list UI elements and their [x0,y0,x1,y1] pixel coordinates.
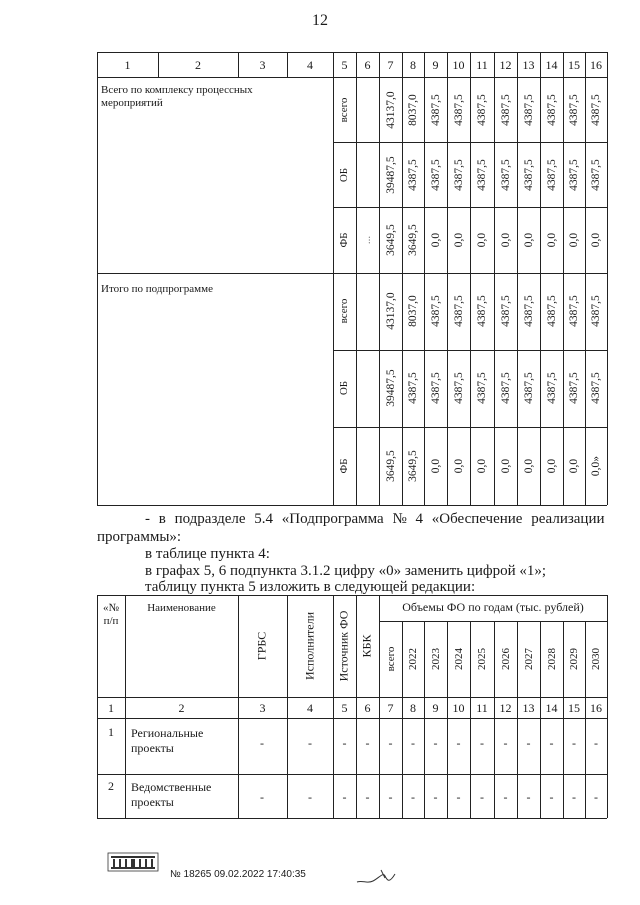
value-cell: 39487,5 [384,156,397,194]
dash-cell: - [503,736,508,750]
dash-cell: - [411,790,415,804]
t2-header-grbs: ГРБС [254,631,269,661]
t2-column-number: 7 [387,701,394,715]
value-cell: 4387,5 [568,159,580,191]
value-cell: 0,0 [429,458,442,474]
t2-column-number: 3 [259,701,266,715]
value-cell: 4387,5 [452,295,465,327]
block-label-subprogram: Итого по подпрограмме [101,283,213,295]
signature-scribble [355,866,400,888]
row-name: проекты [131,795,174,809]
value-cell: 4387,5 [476,295,488,327]
dash-cell: - [456,790,461,804]
source-label: всего [338,298,350,324]
dash-cell: - [260,736,264,750]
page-number: 12 [312,12,328,29]
value-cell: 0,0 [522,232,535,248]
value-cell: 4387,5 [568,372,580,404]
year-header: 2030 [590,648,602,670]
instruction-line-1: - в подразделе 5.4 «Подпрограмма № 4 «Обеспечение реализации [145,511,605,527]
year-header: 2022 [407,648,419,670]
source-label: всего [338,97,350,123]
value-cell: 4387,5 [476,372,488,404]
value-cell: 4387,5 [499,372,512,404]
t1-col-1: 1 [124,58,131,72]
year-header: 2028 [545,648,558,670]
t1-col-13: 13 [522,58,535,72]
value-cell: 3649,5 [384,224,397,256]
value-cell: 0,0 [429,232,442,248]
value-cell: 4387,5 [407,372,419,404]
year-header: всего [384,646,397,672]
t1-col-4: 4 [307,58,313,72]
value-cell: 4387,5 [590,159,602,191]
value-cell: 4387,5 [522,295,535,327]
value-cell: 4387,5 [590,94,602,126]
instruction-line-4: в графах 5, 6 подпункта 3.1.2 цифру «0» заменить цифрой «1»; [145,563,547,579]
instruction-line-3: в таблице пункта 4: [145,546,270,562]
value-cell: 4387,5 [452,94,465,126]
t1-col-11: 11 [476,58,488,72]
year-header: 2023 [429,648,442,670]
value-cell: 4387,5 [476,159,488,191]
year-header: 2025 [476,648,488,670]
value-cell: 4387,5 [568,94,580,126]
source-label: ФБ [338,232,350,248]
instruction-line-2: программы»: [97,529,182,545]
instruction-line-5: таблицу пункта 5 изложить в следующей редакции: [145,579,476,595]
t2-column-number: 9 [432,701,439,715]
value-cell: 0,0 [568,232,580,248]
source-label: ФБ [338,458,350,474]
t2-column-number: 12 [499,701,512,715]
year-header: 2026 [499,648,512,670]
row-name: Ведомственные [131,780,212,794]
t2-header-num: «№ п/п [103,602,119,627]
value-cell: 4387,5 [522,372,535,404]
block-label-processes: Всего по комплексу процессных мероприятий [101,84,253,109]
t1-col-12: 12 [499,58,512,72]
dash-cell: - [572,736,576,750]
dash-cell: - [526,736,531,750]
dash-cell: - [260,790,264,804]
value-cell: 4387,5 [545,94,558,126]
source-label: ОБ [338,167,350,183]
source-label: ОБ [338,380,350,396]
dash-cell: - [549,736,554,750]
value-cell: 4387,5 [522,159,535,191]
t1-col-3: 3 [259,58,266,72]
t2-header-name: Наименование [147,602,216,614]
t1-col-8: 8 [410,58,416,72]
dash-cell: - [342,790,347,804]
dash-cell: - [433,790,438,804]
year-header: 2029 [568,648,580,670]
t2-header-volumes: Объемы ФО по годам (тыс. рублей) [402,600,584,614]
value-cell: 3649,5 [407,450,419,482]
t1-col-15: 15 [568,58,580,72]
t2-column-number: 2 [178,701,185,715]
dash-cell: - [308,790,312,804]
t2-column-number: 15 [568,701,580,715]
t1-col-14: 14 [545,58,558,72]
dash-cell: - [411,736,415,750]
value-cell: 4387,5 [499,94,512,126]
value-cell: 0,0 [499,458,512,474]
value-cell: 0,0 [476,458,488,474]
value-cell: 0,0 [590,232,602,248]
row-number: 2 [108,779,114,793]
dash-cell: - [594,736,598,750]
value-cell: 0,0 [499,232,512,248]
value-cell: 8037,0 [407,295,419,327]
value-cell: 8037,0 [407,94,419,126]
value-cell: 4387,5 [522,94,535,126]
value-cell: 4387,5 [452,159,465,191]
t2-column-number: 8 [410,701,416,715]
t2-column-number: 5 [341,701,348,715]
t2-column-number: 16 [590,701,602,715]
t1-col-5: 5 [341,58,348,72]
t1-col-10: 10 [452,58,465,72]
value-cell: 39487,5 [384,369,397,407]
value-cell: 43137,0 [384,91,397,129]
t1-col-7: 7 [387,58,394,72]
row-name: Региональные [131,726,204,740]
registration-stamp: № 18265 09.02.2022 17:40:35 [170,869,306,880]
year-header: 2027 [522,648,535,670]
col6-dots: ... [361,235,373,245]
value-cell: 3649,5 [384,450,397,482]
value-cell: 4387,5 [476,94,488,126]
value-cell: 4387,5 [429,295,442,327]
dash-cell: - [365,790,370,804]
t2-column-number: 4 [307,701,313,715]
row-name: проекты [131,741,174,755]
year-header: 2024 [452,648,465,670]
value-cell: 4387,5 [499,159,512,191]
value-cell: 4387,5 [545,159,558,191]
dash-cell: - [526,790,531,804]
t2-column-number: 13 [522,701,535,715]
t2-column-number: 1 [108,701,114,715]
value-cell: 4387,5 [545,372,558,404]
dash-cell: - [365,736,370,750]
value-cell: 0,0 [545,232,558,248]
t2-column-number: 11 [476,701,488,715]
value-cell: 0,0» [590,455,602,477]
dash-cell: - [456,736,461,750]
t1-col-9: 9 [432,58,439,72]
dash-cell: - [480,736,484,750]
value-cell: 4387,5 [429,372,442,404]
value-cell: 3649,5 [407,224,419,256]
value-cell: 4387,5 [452,372,465,404]
value-cell: 0,0 [452,458,465,474]
dash-cell: - [308,736,312,750]
t1-col-16: 16 [590,58,602,72]
t2-header-source: Источник ФО [336,610,351,682]
row-number: 1 [108,725,114,739]
value-cell: 0,0 [545,458,558,474]
dash-cell: - [549,790,554,804]
value-cell: 4387,5 [499,295,512,327]
value-cell: 0,0 [452,232,465,248]
dash-cell: - [342,736,347,750]
t2-header-kbk: КБК [359,634,374,658]
dash-cell: - [503,790,508,804]
t2-column-number: 14 [545,701,558,715]
value-cell: 4387,5 [568,295,580,327]
value-cell: 4387,5 [407,159,419,191]
t2-column-number: 6 [364,701,371,715]
value-cell: 0,0 [522,458,535,474]
dash-cell: - [480,790,484,804]
value-cell: 4387,5 [429,159,442,191]
t1-col-2: 2 [195,58,201,72]
value-cell: 4387,5 [590,372,602,404]
value-cell: 43137,0 [384,292,397,330]
dash-cell: - [388,790,393,804]
dash-cell: - [572,790,576,804]
dash-cell: - [388,736,393,750]
t2-header-executors: Исполнители [302,611,317,681]
dash-cell: - [433,736,438,750]
value-cell: 0,0 [476,232,488,248]
t2-column-number: 10 [452,701,465,715]
value-cell: 4387,5 [429,94,442,126]
value-cell: 0,0 [568,458,580,474]
t1-col-6: 6 [364,58,371,72]
value-cell: 4387,5 [545,295,558,327]
dash-cell: - [594,790,598,804]
value-cell: 4387,5 [590,295,602,327]
government-building-stamp-icon [107,852,159,872]
